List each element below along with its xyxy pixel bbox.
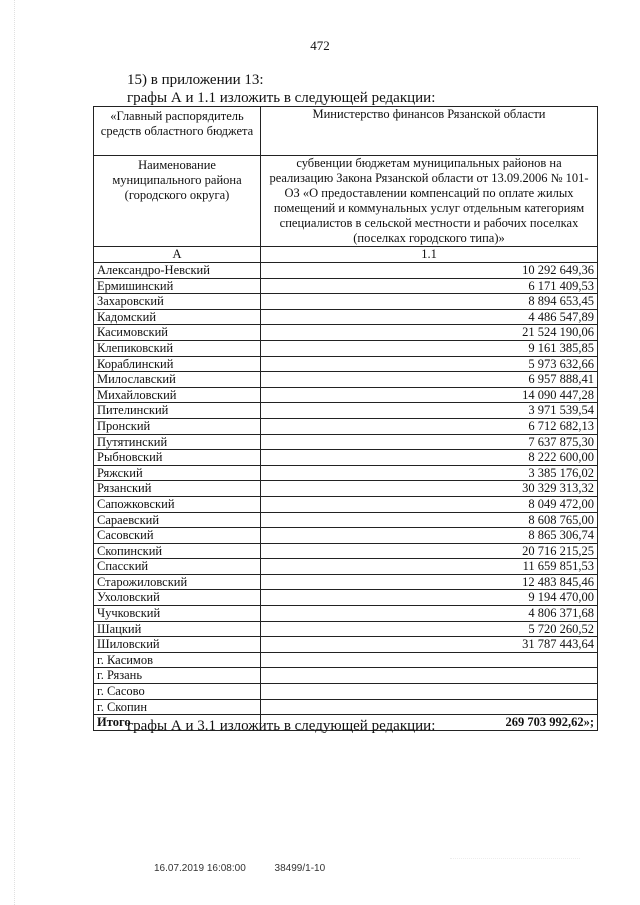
municipality-name: г. Сасово <box>94 684 261 700</box>
subvention-table <box>93 106 598 731</box>
municipality-name: Скопинский <box>94 543 261 559</box>
footer-doc-id: 38499/1-10 <box>274 863 326 874</box>
table-row <box>94 684 598 700</box>
subvention-amount: 8 865 306,74 <box>261 528 598 544</box>
table-row <box>94 418 598 434</box>
column-label-1-1: 1.1 <box>261 247 598 263</box>
header-row-2 <box>94 156 598 247</box>
municipality-name: Шиловский <box>94 637 261 653</box>
table-row <box>94 496 598 512</box>
table-row <box>94 309 598 325</box>
faded-stamp <box>450 858 580 877</box>
table-row <box>94 590 598 606</box>
municipality-name: Спасский <box>94 559 261 575</box>
subvention-amount <box>261 699 598 715</box>
subvention-amount: 14 090 447,28 <box>261 387 598 403</box>
table-row <box>94 263 598 279</box>
municipality-name: Захаровский <box>94 294 261 310</box>
subvention-amount: 11 659 851,53 <box>261 559 598 575</box>
subvention-amount: 6 957 888,41 <box>261 372 598 388</box>
subvention-amount: 20 716 215,25 <box>261 543 598 559</box>
table-row <box>94 278 598 294</box>
intro-line-2: графы А и 1.1 изложить в следующей редакции: <box>127 90 436 106</box>
total-label: Итого <box>94 715 261 731</box>
municipality-name: Рязанский <box>94 481 261 497</box>
subvention-amount: 8 049 472,00 <box>261 496 598 512</box>
subvention-amount: 7 637 875,30 <box>261 434 598 450</box>
table-row <box>94 512 598 528</box>
subvention-amount: 3 385 176,02 <box>261 465 598 481</box>
municipality-name: Пителинский <box>94 403 261 419</box>
municipality-name: Ермишинский <box>94 278 261 294</box>
table-row <box>94 652 598 668</box>
table-row <box>94 606 598 622</box>
table-row <box>94 294 598 310</box>
subvention-amount: 5 720 260,52 <box>261 621 598 637</box>
table-row <box>94 450 598 466</box>
table-row <box>94 434 598 450</box>
subvention-amount: 31 787 443,64 <box>261 637 598 653</box>
total-value: 269 703 992,62»; <box>261 715 598 731</box>
footer-timestamp: 16.07.2019 16:08:00 <box>154 863 246 874</box>
municipality-name: Сапожковский <box>94 496 261 512</box>
table-row <box>94 574 598 590</box>
municipality-name: Сараевский <box>94 512 261 528</box>
table-row <box>94 340 598 356</box>
municipality-name: г. Касимов <box>94 652 261 668</box>
table-row <box>94 481 598 497</box>
header-row-1 <box>94 107 598 156</box>
municipality-name: Старожиловский <box>94 574 261 590</box>
municipality-name: Сасовский <box>94 528 261 544</box>
table-row <box>94 403 598 419</box>
table-row <box>94 372 598 388</box>
municipality-name: Пронский <box>94 418 261 434</box>
subvention-amount: 6 712 682,13 <box>261 418 598 434</box>
municipality-name: Рыбновский <box>94 450 261 466</box>
table-row <box>94 621 598 637</box>
subvention-amount: 5 973 632,66 <box>261 356 598 372</box>
page-number: 472 <box>310 38 330 53</box>
municipality-name: Шацкий <box>94 621 261 637</box>
table-row <box>94 668 598 684</box>
footer <box>154 863 351 874</box>
header-municipality-name: Наименование муниципального района (городского округа) <box>94 156 261 247</box>
municipality-name: г. Рязань <box>94 668 261 684</box>
outro-line: графы А и 3.1 изложить в следующей редакции: <box>127 718 436 734</box>
header-subvention-description: субвенции бюджетам муниципальных районов на реализацию Закона Рязанской области от 13.09.2006 № 101-ОЗ «О предоставлении компенсаций по оплате жилых помещений и коммунальных услуг отдельным категориям специалистов в сельской местности и рабочих поселках (поселках городского типа)» <box>261 156 598 247</box>
municipality-name: г. Скопин <box>94 699 261 715</box>
subvention-amount: 21 524 190,06 <box>261 325 598 341</box>
subvention-amount: 30 329 313,32 <box>261 481 598 497</box>
subvention-amount: 9 161 385,85 <box>261 340 598 356</box>
municipality-name: Клепиковский <box>94 340 261 356</box>
subvention-amount: 6 171 409,53 <box>261 278 598 294</box>
column-label-a: А <box>94 247 261 263</box>
header-main-distributor: «Главный распорядитель средств областного бюджета <box>94 107 261 156</box>
subvention-amount: 8 608 765,00 <box>261 512 598 528</box>
subvention-amount: 8 222 600,00 <box>261 450 598 466</box>
table-row <box>94 465 598 481</box>
column-label-row <box>94 247 598 263</box>
table-row <box>94 543 598 559</box>
subvention-amount: 9 194 470,00 <box>261 590 598 606</box>
table-row <box>94 559 598 575</box>
table-row <box>94 325 598 341</box>
table-row <box>94 387 598 403</box>
municipality-name: Чучковский <box>94 606 261 622</box>
subvention-amount: 3 971 539,54 <box>261 403 598 419</box>
subvention-amount: 4 806 371,68 <box>261 606 598 622</box>
table-row <box>94 699 598 715</box>
municipality-name: Ухоловский <box>94 590 261 606</box>
table-row <box>94 528 598 544</box>
table-row <box>94 637 598 653</box>
municipality-name: Ряжский <box>94 465 261 481</box>
subvention-amount: 10 292 649,36 <box>261 263 598 279</box>
subvention-amount: 8 894 653,45 <box>261 294 598 310</box>
subvention-amount <box>261 684 598 700</box>
header-ministry: Министерство финансов Рязанской области <box>261 107 598 156</box>
municipality-name: Милославский <box>94 372 261 388</box>
municipality-name: Кораблинский <box>94 356 261 372</box>
municipality-name: Кадомский <box>94 309 261 325</box>
subvention-amount: 4 486 547,89 <box>261 309 598 325</box>
municipality-name: Путятинский <box>94 434 261 450</box>
municipality-name: Александро-Невский <box>94 263 261 279</box>
municipality-name: Михайловский <box>94 387 261 403</box>
municipality-name: Касимовский <box>94 325 261 341</box>
table-row <box>94 356 598 372</box>
intro-line-1: 15) в приложении 13: <box>127 72 264 88</box>
scan-edge <box>14 0 16 905</box>
subvention-amount <box>261 652 598 668</box>
subvention-amount <box>261 668 598 684</box>
subvention-amount: 12 483 845,46 <box>261 574 598 590</box>
